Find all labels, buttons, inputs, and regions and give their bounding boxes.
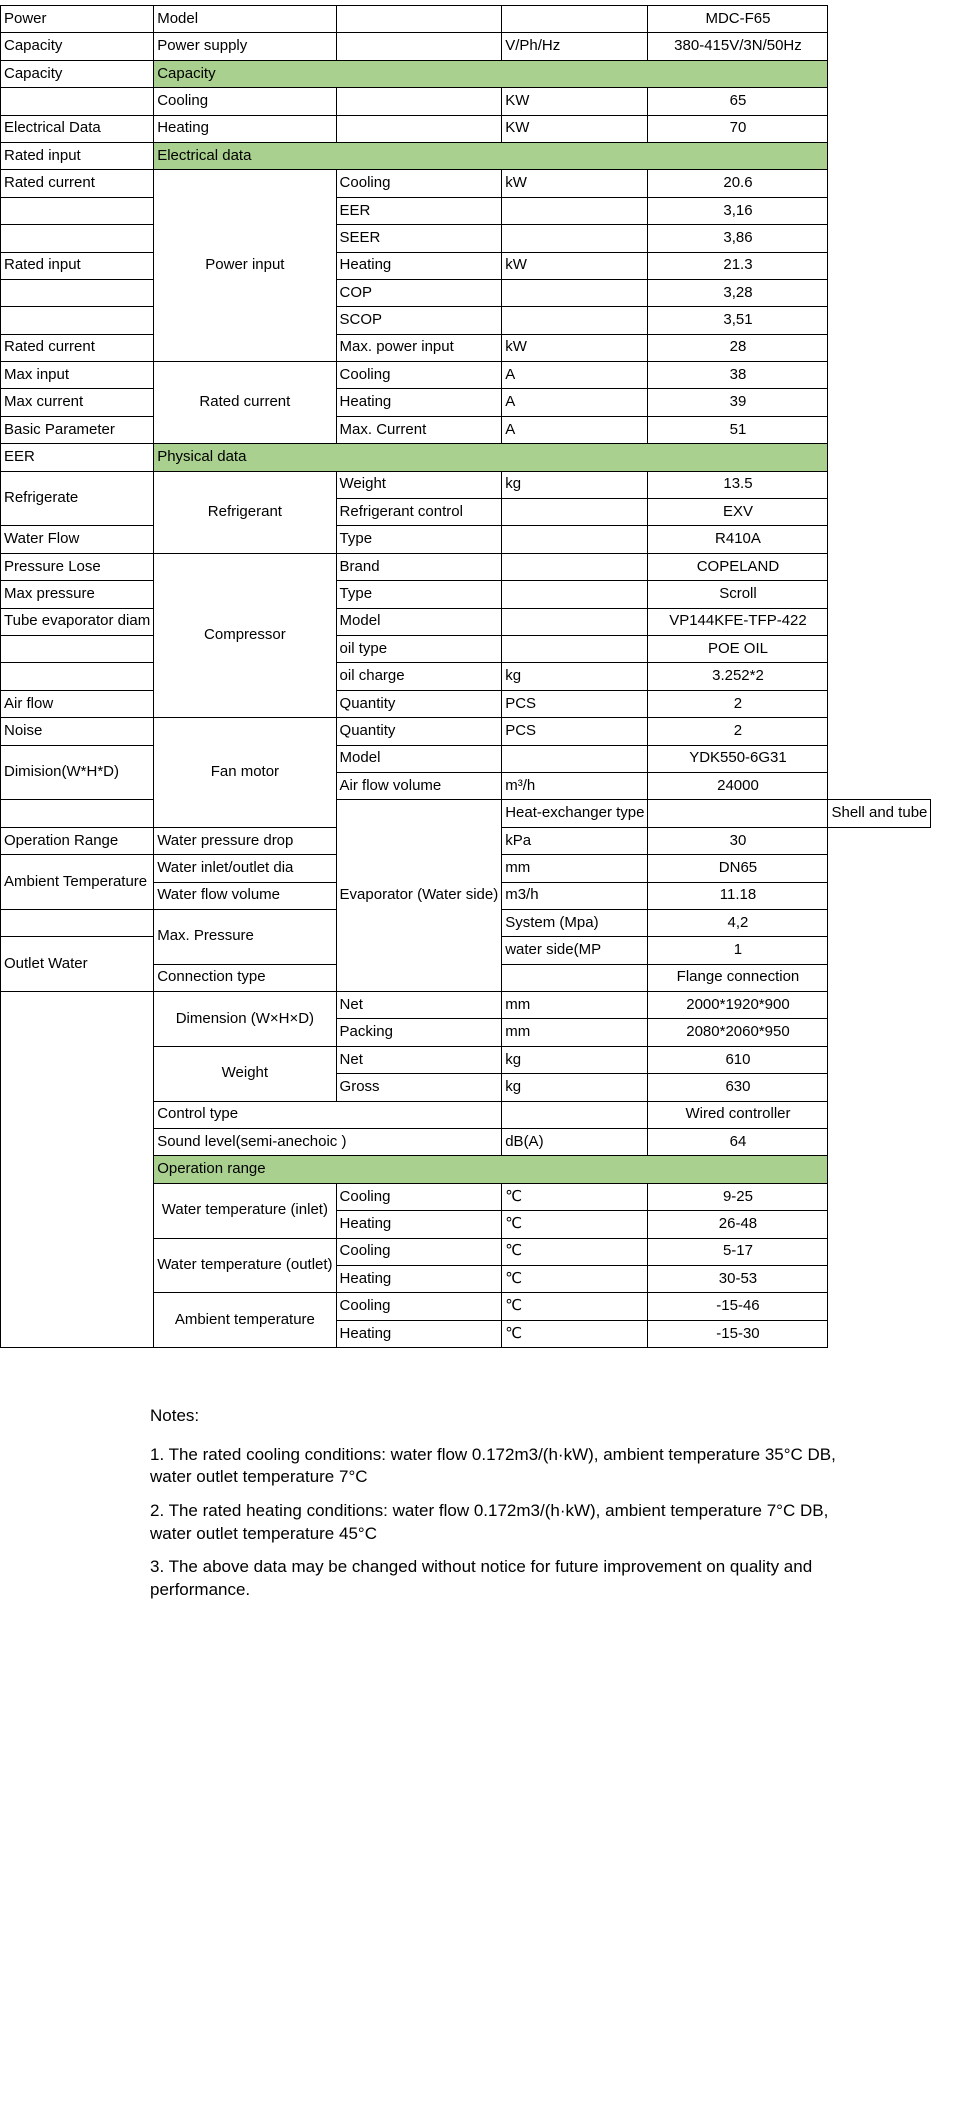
value-cell: Shell and tube bbox=[828, 800, 931, 827]
note-item: 2. The rated heating conditions: water flow 0.172m3/(h·kW), ambient temperature 7°C DB, water outlet temperature 45°C bbox=[150, 1500, 829, 1543]
unit-cell bbox=[502, 197, 648, 224]
parameter-cell: oil type bbox=[336, 635, 502, 662]
left-column-cell bbox=[1, 663, 154, 690]
value-cell: 2080*2060*950 bbox=[648, 1019, 828, 1046]
unit-cell: System (Mpa) bbox=[502, 909, 648, 936]
unit-cell: A bbox=[502, 416, 648, 443]
parameter-cell: Quantity bbox=[336, 690, 502, 717]
table-row bbox=[1, 142, 931, 169]
parameter-cell bbox=[336, 33, 502, 60]
left-column-cell bbox=[1, 88, 154, 115]
left-column-cell: Dimision(W*H*D) bbox=[1, 745, 154, 800]
value-cell: 630 bbox=[648, 1074, 828, 1101]
unit-cell: PCS bbox=[502, 690, 648, 717]
left-column-cell: Ambient Temperature bbox=[1, 855, 154, 910]
table-row bbox=[1, 635, 931, 662]
value-cell: 26-48 bbox=[648, 1211, 828, 1238]
table-row bbox=[1, 526, 931, 553]
left-column-cell: Rated current bbox=[1, 170, 154, 197]
unit-cell: ℃ bbox=[502, 1320, 648, 1347]
row-label-cell: Heating bbox=[154, 115, 336, 142]
parameter-cell: Net bbox=[336, 992, 502, 1019]
section-header-cell: Electrical data bbox=[154, 142, 828, 169]
value-cell: 3,86 bbox=[648, 225, 828, 252]
parameter-cell: Heating bbox=[336, 1320, 502, 1347]
group-label-cell: Refrigerant bbox=[154, 471, 336, 553]
spec-table bbox=[0, 5, 931, 1348]
table-row bbox=[1, 608, 931, 635]
value-cell: 21.3 bbox=[648, 252, 828, 279]
table-row bbox=[1, 334, 931, 361]
section-header-cell: Operation range bbox=[154, 1156, 828, 1183]
unit-cell bbox=[502, 1101, 648, 1128]
value-cell: 28 bbox=[648, 334, 828, 361]
unit-cell: mm bbox=[502, 855, 648, 882]
table-row bbox=[1, 88, 931, 115]
unit-cell bbox=[502, 225, 648, 252]
table-row bbox=[1, 416, 931, 443]
parameter-cell: Gross bbox=[336, 1074, 502, 1101]
left-column-cell: Rated current bbox=[1, 334, 154, 361]
unit-cell bbox=[502, 964, 648, 991]
parameter-cell: Connection type bbox=[154, 964, 336, 991]
value-cell: 3,16 bbox=[648, 197, 828, 224]
left-column-cell: Water Flow bbox=[1, 526, 154, 553]
parameter-cell: Brand bbox=[336, 553, 502, 580]
unit-cell bbox=[502, 553, 648, 580]
group-label-cell: Compressor bbox=[154, 553, 336, 717]
left-column-cell bbox=[1, 197, 154, 224]
parameter-cell: Air flow volume bbox=[336, 772, 502, 799]
parameter-cell: EER bbox=[336, 197, 502, 224]
table-row bbox=[1, 663, 931, 690]
group-label-cell: Water temperature (outlet) bbox=[154, 1238, 336, 1293]
unit-cell: kW bbox=[502, 170, 648, 197]
group-label-cell: Water temperature (inlet) bbox=[154, 1183, 336, 1238]
table-row bbox=[1, 992, 931, 1019]
left-column-cell: Electrical Data bbox=[1, 115, 154, 142]
unit-cell: ℃ bbox=[502, 1211, 648, 1238]
table-row bbox=[1, 718, 931, 745]
left-column-void bbox=[1, 992, 154, 1348]
parameter-cell: Water inlet/outlet dia bbox=[154, 855, 336, 882]
parameter-cell: SEER bbox=[336, 225, 502, 252]
unit-cell: ℃ bbox=[502, 1265, 648, 1292]
unit-cell: water side(MP bbox=[502, 937, 648, 964]
section-header-cell: Physical data bbox=[154, 444, 828, 471]
value-cell: 51 bbox=[648, 416, 828, 443]
unit-cell bbox=[502, 581, 648, 608]
value-cell: 38 bbox=[648, 362, 828, 389]
unit-cell: kg bbox=[502, 1074, 648, 1101]
table-row bbox=[1, 33, 931, 60]
parameter-cell: Max. power input bbox=[336, 334, 502, 361]
left-column-cell: Max input bbox=[1, 362, 154, 389]
value-cell: 65 bbox=[648, 88, 828, 115]
parameter-cell: Cooling bbox=[336, 1238, 502, 1265]
parameter-cell: SCOP bbox=[336, 307, 502, 334]
left-column-cell: Refrigerate bbox=[1, 471, 154, 526]
left-column-cell: Basic Parameter bbox=[1, 416, 154, 443]
row-label-cell: Sound level(semi-anechoic ) bbox=[154, 1129, 502, 1156]
value-cell: Wired controller bbox=[648, 1101, 828, 1128]
row-label-cell: Control type bbox=[154, 1101, 502, 1128]
unit-cell bbox=[648, 800, 828, 827]
parameter-cell: Model bbox=[336, 608, 502, 635]
left-column-cell bbox=[1, 909, 154, 936]
row-label-cell: Model bbox=[154, 6, 336, 33]
left-column-cell: Capacity bbox=[1, 33, 154, 60]
value-cell: 30 bbox=[648, 827, 828, 854]
unit-cell: m³/h bbox=[502, 772, 648, 799]
parameter-cell: Model bbox=[336, 745, 502, 772]
table-row bbox=[1, 115, 931, 142]
value-cell: 3,28 bbox=[648, 279, 828, 306]
value-cell: 610 bbox=[648, 1046, 828, 1073]
unit-cell: ℃ bbox=[502, 1293, 648, 1320]
left-column-cell: Rated input bbox=[1, 252, 154, 279]
left-column-cell bbox=[1, 800, 154, 827]
parameter-cell: Heating bbox=[336, 389, 502, 416]
left-column-cell: Max current bbox=[1, 389, 154, 416]
parameter-cell: Type bbox=[336, 526, 502, 553]
value-cell: MDC-F65 bbox=[648, 6, 828, 33]
left-column-cell bbox=[1, 225, 154, 252]
value-cell: R410A bbox=[648, 526, 828, 553]
table-row bbox=[1, 690, 931, 717]
table-row bbox=[1, 225, 931, 252]
group-label-cell: Evaporator (Water side) bbox=[336, 800, 502, 992]
parameter-cell bbox=[336, 6, 502, 33]
parameter-cell bbox=[336, 115, 502, 142]
value-cell: 1 bbox=[648, 937, 828, 964]
value-cell: 11.18 bbox=[648, 882, 828, 909]
value-cell: 5-17 bbox=[648, 1238, 828, 1265]
value-cell: 380-415V/3N/50Hz bbox=[648, 33, 828, 60]
parameter-cell: Cooling bbox=[336, 1183, 502, 1210]
unit-cell: dB(A) bbox=[502, 1129, 648, 1156]
parameter-cell: Water pressure drop bbox=[154, 827, 336, 854]
unit-cell: kPa bbox=[502, 827, 648, 854]
table-row bbox=[1, 745, 931, 772]
unit-cell: kg bbox=[502, 663, 648, 690]
table-row bbox=[1, 553, 931, 580]
parameter-cell: Heating bbox=[336, 1211, 502, 1238]
parameter-cell: Heat-exchanger type bbox=[502, 800, 648, 827]
notes-section bbox=[150, 1405, 850, 1601]
value-cell: 24000 bbox=[648, 772, 828, 799]
table-row bbox=[1, 197, 931, 224]
group-label-cell: Dimension (W×H×D) bbox=[154, 992, 336, 1047]
unit-cell bbox=[502, 307, 648, 334]
unit-cell bbox=[502, 745, 648, 772]
value-cell: 20.6 bbox=[648, 170, 828, 197]
parameter-cell: Max. Current bbox=[336, 416, 502, 443]
value-cell: 3.252*2 bbox=[648, 663, 828, 690]
unit-cell bbox=[502, 635, 648, 662]
parameter-cell: Quantity bbox=[336, 718, 502, 745]
value-cell: 2 bbox=[648, 690, 828, 717]
value-cell: -15-46 bbox=[648, 1293, 828, 1320]
table-row bbox=[1, 444, 931, 471]
unit-cell bbox=[502, 499, 648, 526]
unit-cell: ℃ bbox=[502, 1183, 648, 1210]
value-cell: YDK550-6G31 bbox=[648, 745, 828, 772]
value-cell: 64 bbox=[648, 1129, 828, 1156]
unit-cell: mm bbox=[502, 992, 648, 1019]
value-cell: VP144KFE-TFP-422 bbox=[648, 608, 828, 635]
row-label-cell: Power supply bbox=[154, 33, 336, 60]
unit-cell: A bbox=[502, 389, 648, 416]
row-label-cell: Cooling bbox=[154, 88, 336, 115]
value-cell: 4,2 bbox=[648, 909, 828, 936]
group-label-cell: Power input bbox=[154, 170, 336, 362]
unit-cell: KW bbox=[502, 115, 648, 142]
unit-cell: kW bbox=[502, 334, 648, 361]
parameter-cell: Water flow volume bbox=[154, 882, 336, 909]
unit-cell bbox=[502, 526, 648, 553]
parameter-cell: Max. Pressure bbox=[154, 909, 336, 964]
left-column-cell: EER bbox=[1, 444, 154, 471]
left-column-cell: Operation Range bbox=[1, 827, 154, 854]
value-cell: EXV bbox=[648, 499, 828, 526]
parameter-cell: Cooling bbox=[336, 1293, 502, 1320]
group-label-cell: Fan motor bbox=[154, 718, 336, 828]
unit-cell: mm bbox=[502, 1019, 648, 1046]
value-cell: Flange connection bbox=[648, 964, 828, 991]
spec-table-body bbox=[1, 6, 931, 1348]
value-cell: 39 bbox=[648, 389, 828, 416]
left-column-cell bbox=[1, 635, 154, 662]
left-column-cell: Rated input bbox=[1, 142, 154, 169]
section-header-cell: Capacity bbox=[154, 60, 828, 87]
unit-cell: kW bbox=[502, 252, 648, 279]
unit-cell bbox=[502, 279, 648, 306]
parameter-cell: Heating bbox=[336, 1265, 502, 1292]
table-row bbox=[1, 389, 931, 416]
value-cell: 9-25 bbox=[648, 1183, 828, 1210]
table-row bbox=[1, 6, 931, 33]
table-row bbox=[1, 170, 931, 197]
value-cell: COPELAND bbox=[648, 553, 828, 580]
group-label-cell: Rated current bbox=[154, 362, 336, 444]
left-column-cell: Air flow bbox=[1, 690, 154, 717]
left-column-cell: Tube evaporator diam bbox=[1, 608, 154, 635]
table-row bbox=[1, 60, 931, 87]
table-row bbox=[1, 252, 931, 279]
value-cell: 3,51 bbox=[648, 307, 828, 334]
value-cell: 13.5 bbox=[648, 471, 828, 498]
unit-cell: kg bbox=[502, 471, 648, 498]
parameter-cell: Type bbox=[336, 581, 502, 608]
left-column-cell: Outlet Water bbox=[1, 937, 154, 992]
unit-cell: A bbox=[502, 362, 648, 389]
unit-cell: V/Ph/Hz bbox=[502, 33, 648, 60]
table-row bbox=[1, 307, 931, 334]
unit-cell bbox=[502, 608, 648, 635]
left-column-cell: Pressure Lose bbox=[1, 553, 154, 580]
unit-cell: KW bbox=[502, 88, 648, 115]
unit-cell bbox=[502, 6, 648, 33]
parameter-cell: COP bbox=[336, 279, 502, 306]
notes-title: Notes: bbox=[150, 1406, 200, 1426]
left-column-cell bbox=[1, 279, 154, 306]
value-cell: DN65 bbox=[648, 855, 828, 882]
table-row bbox=[1, 581, 931, 608]
value-cell: POE OIL bbox=[648, 635, 828, 662]
value-cell: 30-53 bbox=[648, 1265, 828, 1292]
left-column-cell: Capacity bbox=[1, 60, 154, 87]
value-cell: Scroll bbox=[648, 581, 828, 608]
value-cell: -15-30 bbox=[648, 1320, 828, 1347]
unit-cell: PCS bbox=[502, 718, 648, 745]
left-column-cell: Max pressure bbox=[1, 581, 154, 608]
note-item: 1. The rated cooling conditions: water flow 0.172m3/(h·kW), ambient temperature 35°C DB, water outlet temperature 7°C bbox=[150, 1444, 836, 1487]
parameter-cell: Net bbox=[336, 1046, 502, 1073]
table-row bbox=[1, 800, 931, 827]
parameter-cell: oil charge bbox=[336, 663, 502, 690]
note-item: 3. The above data may be changed without notice for future improvement on quality and performance. bbox=[150, 1557, 813, 1599]
group-label-cell: Ambient temperature bbox=[154, 1293, 336, 1348]
table-row bbox=[1, 279, 931, 306]
unit-cell: m3/h bbox=[502, 882, 648, 909]
parameter-cell: Weight bbox=[336, 471, 502, 498]
left-column-cell bbox=[1, 307, 154, 334]
value-cell: 70 bbox=[648, 115, 828, 142]
parameter-cell bbox=[336, 88, 502, 115]
parameter-cell: Packing bbox=[336, 1019, 502, 1046]
group-label-cell: Weight bbox=[154, 1046, 336, 1101]
value-cell: 2000*1920*900 bbox=[648, 992, 828, 1019]
parameter-cell: Heating bbox=[336, 252, 502, 279]
parameter-cell: Cooling bbox=[336, 170, 502, 197]
value-cell: 2 bbox=[648, 718, 828, 745]
table-row bbox=[1, 362, 931, 389]
unit-cell: ℃ bbox=[502, 1238, 648, 1265]
parameter-cell: Cooling bbox=[336, 362, 502, 389]
left-column-cell: Noise bbox=[1, 718, 154, 745]
parameter-cell: Refrigerant control bbox=[336, 499, 502, 526]
table-row bbox=[1, 471, 931, 498]
left-column-cell: Power bbox=[1, 6, 154, 33]
unit-cell: kg bbox=[502, 1046, 648, 1073]
